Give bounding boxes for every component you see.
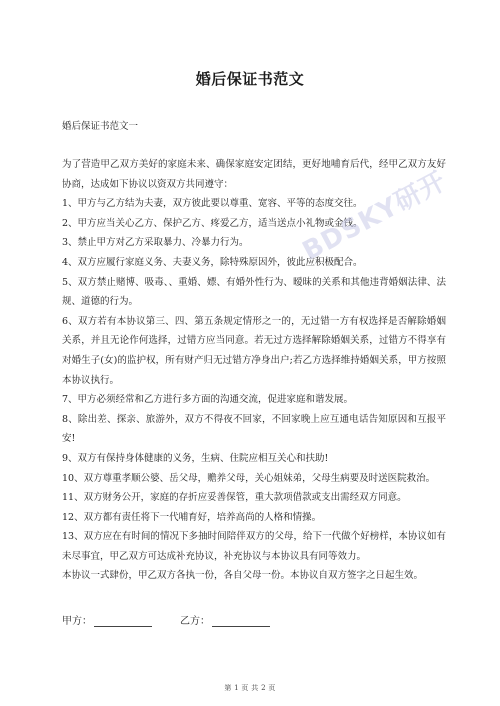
clause-9: 9、双方有保持身体健康的义务，生病、住院应相互关心和扶助! [62, 452, 329, 464]
clause-4: 4、双方应履行家庭义务、夫妻义务，除特殊原因外，彼此应积极配合。 [62, 256, 363, 268]
signature-area [62, 612, 446, 627]
clause-7: 7、甲方必须经常和乙方进行多方面的沟通交流，促进家庭和谐发展。 [62, 394, 354, 406]
clause-8: 8、除出差、探亲、旅游外，双方不得夜不回家，不回家晚上应互通电话告知原因和互报平安! [62, 413, 446, 445]
watermark: BDSKY研开 [297, 166, 452, 267]
party-b-signature-line [212, 616, 270, 627]
clause-12: 12、双方都有责任将下一代哺育好，培养高尚的人格和情操。 [62, 511, 322, 523]
closing-paragraph: 本协议一式肆份，甲乙双方各执一份，各自父母一份。本协议自双方签字之日起生效。 [62, 570, 424, 582]
clause-5: 5、双方禁止赌博、吸毒、、重婚、嫖、有婚外性行为、暧昧的关系和其他违背婚姻法律、法规、道德的行为。 [62, 276, 446, 308]
clause-11: 11、双方财务公开，家庭的存折应妥善保管，重大款项借款或支出需经双方同意。 [62, 492, 407, 504]
clause-6: 6、双方若有本协议第三、四、第五条规定情形之一的，无过错一方有权选择是否解除婚姻关系，并且无论作何选择，过错方应当同意。若无过方选择解除婚姻关系，过错方不得享有对婚生子(女)的监护权，所有财产归无过错方净身出户;若乙方选择维持婚姻关系，甲方按照本协议执行。 [62, 315, 446, 386]
intro-paragraph: 为了营造甲乙双方美好的家庭未来、确保家庭安定团结，更好地哺育后代，经甲乙双方友好协商，达成如下协议以资双方共同遵守： [62, 159, 446, 190]
page-footer: 第 1 页 共 2 页 [224, 684, 276, 692]
document-title: 婚后保证书范文 [195, 70, 305, 88]
clause-13: 13、双方应在有时间的情况下多抽时间陪伴双方的父母，给下一代做个好榜样，本协议如有未尽事宜，甲乙双方可达成补充协议，补充协议与本协议具有同等效力。 [62, 531, 446, 562]
document-body [62, 155, 446, 586]
party-b-label: 乙方： [180, 616, 210, 627]
clause-2: 2、甲方应当关心乙方、保护乙方、疼爱乙方，适当送点小礼物或金钱。 [62, 217, 363, 229]
party-a-signature [62, 612, 152, 627]
party-a-label: 甲方： [62, 616, 92, 627]
document-subtitle: 婚后保证书范文一 [62, 121, 139, 132]
clause-3: 3、禁止甲方对乙方采取暴力、冷暴力行为。 [62, 237, 249, 249]
party-a-signature-line [94, 616, 152, 627]
clause-1: 1、甲方与乙方结为夫妻，双方彼此要以尊重、宽容、平等的态度交往。 [62, 198, 363, 210]
clause-10: 10、双方尊重孝顺公婆、岳父母，赡养父母，关心姐妹弟，父母生病要及时送医院救治。 [62, 472, 436, 484]
party-b-signature [180, 612, 270, 627]
